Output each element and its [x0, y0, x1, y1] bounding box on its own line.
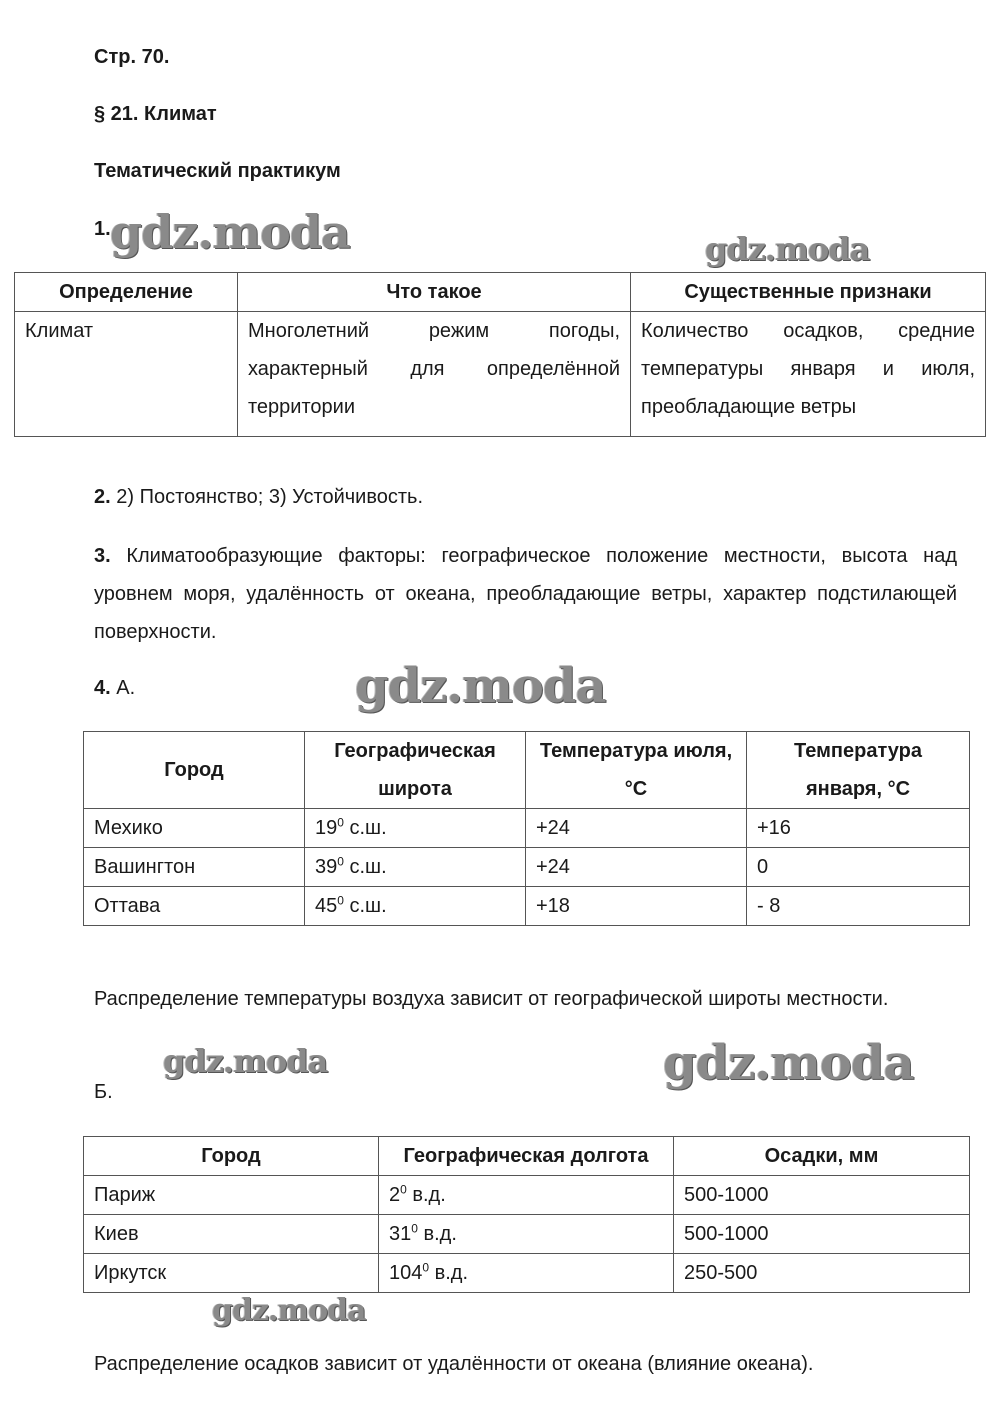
cell-latitude — [305, 887, 526, 926]
cell-city: Оттава — [84, 887, 305, 926]
longitude-value: 2 — [389, 1184, 401, 1206]
task3 — [94, 537, 957, 651]
column-header: Город — [84, 732, 305, 809]
table-row — [84, 887, 970, 926]
column-header: Что такое — [238, 273, 631, 312]
conclusion-b: Распределение осадков зависит от удалённости от океана (влияние океана). — [94, 1353, 814, 1375]
watermark: gdz.moda — [705, 230, 870, 268]
cell-what: Многолетний режим погоды, характерный для определённой территории — [238, 312, 631, 437]
latitude-value: 45 — [315, 895, 338, 917]
table-row — [84, 1215, 970, 1254]
cell-city: Мехико — [84, 809, 305, 848]
degree-sup: 0 — [337, 815, 344, 830]
column-header: Температура января, °С — [747, 732, 970, 809]
degree-sup: 0 — [422, 1260, 430, 1275]
table-row — [84, 1254, 970, 1293]
cell-city: Париж — [84, 1176, 379, 1215]
task4-heading — [94, 677, 135, 700]
cell-latitude — [305, 848, 526, 887]
degree-sup: 0 — [400, 1182, 407, 1197]
column-header: Географическая долгота — [379, 1137, 674, 1176]
column-header: Существенные признаки — [631, 273, 986, 312]
latitude-value: 39 — [315, 856, 338, 878]
cell-features: Количество осадков, средние температуры января и июля, преобладающие ветры — [631, 312, 986, 437]
task2 — [94, 486, 423, 509]
longitude-table — [83, 1136, 970, 1293]
cell-city: Иркутск — [84, 1254, 379, 1293]
column-header: Город — [84, 1137, 379, 1176]
watermark: gdz.moda — [663, 1035, 914, 1091]
cell-latitude — [305, 809, 526, 848]
task3-number: 3. — [94, 545, 111, 567]
cell-january: - 8 — [747, 887, 970, 926]
degree-sup: 0 — [411, 1221, 418, 1236]
longitude-value: 104 — [389, 1262, 423, 1284]
watermark: gdz.moda — [163, 1042, 328, 1080]
latitude-unit: с.ш. — [343, 817, 387, 839]
watermark: gdz.moda — [212, 1293, 366, 1328]
column-header: Определение — [15, 273, 238, 312]
watermark: gdz.moda — [355, 658, 606, 714]
task3-text: Климатообразующие факторы: географическое положение местности, высота над уровнем моря, удалённость от океана, преобладающие ветры, характер подстилающей поверхности. — [94, 545, 957, 643]
table-header-row — [84, 732, 970, 809]
cell-precipitation: 500-1000 — [674, 1215, 970, 1254]
table-row — [84, 848, 970, 887]
page-number: Стр. 70. — [94, 46, 170, 68]
task4-number: 4. — [94, 677, 111, 699]
longitude-value: 31 — [389, 1223, 412, 1245]
latitude-unit: с.ш. — [343, 895, 387, 917]
cell-city: Вашингтон — [84, 848, 305, 887]
cell-precipitation: 250-500 — [674, 1254, 970, 1293]
task2-text: 2) Постоянство; 3) Устойчивость. — [116, 486, 424, 508]
cell-longitude — [379, 1215, 674, 1254]
cell-january: 0 — [747, 848, 970, 887]
column-header: Осадки, мм — [674, 1137, 970, 1176]
table-header-row — [15, 273, 986, 312]
part-a-label: А. — [116, 677, 136, 699]
part-b-label: Б. — [94, 1081, 113, 1103]
cell-longitude — [379, 1176, 674, 1215]
task1-number: 1. — [94, 218, 111, 240]
table-header-row — [84, 1137, 970, 1176]
cell-january: +16 — [747, 809, 970, 848]
subtitle: Тематический практикум — [94, 160, 341, 182]
cell-city: Киев — [84, 1215, 379, 1254]
degree-sup: 0 — [337, 893, 344, 908]
definition-table — [14, 272, 986, 437]
table-row — [84, 1176, 970, 1215]
latitude-value: 19 — [315, 817, 338, 839]
cell-longitude — [379, 1254, 674, 1293]
cell-july: +18 — [526, 887, 747, 926]
section-title: § 21. Климат — [94, 103, 217, 125]
longitude-unit: в.д. — [429, 1262, 469, 1284]
cell-july: +24 — [526, 848, 747, 887]
longitude-unit: в.д. — [406, 1184, 446, 1206]
table-row — [84, 809, 970, 848]
latitude-table — [83, 731, 970, 926]
task2-number: 2. — [94, 486, 111, 508]
column-header: Температура июля, °С — [526, 732, 747, 809]
table-row — [15, 312, 986, 437]
cell-precipitation: 500-1000 — [674, 1176, 970, 1215]
watermark: gdz.moda — [110, 205, 350, 259]
longitude-unit: в.д. — [417, 1223, 457, 1245]
cell-term: Климат — [15, 312, 238, 437]
conclusion-a: Распределение температуры воздуха зависит от географической широты местности. — [94, 988, 889, 1010]
cell-july: +24 — [526, 809, 747, 848]
degree-sup: 0 — [337, 854, 344, 869]
column-header: Географическая широта — [305, 732, 526, 809]
latitude-unit: с.ш. — [343, 856, 387, 878]
